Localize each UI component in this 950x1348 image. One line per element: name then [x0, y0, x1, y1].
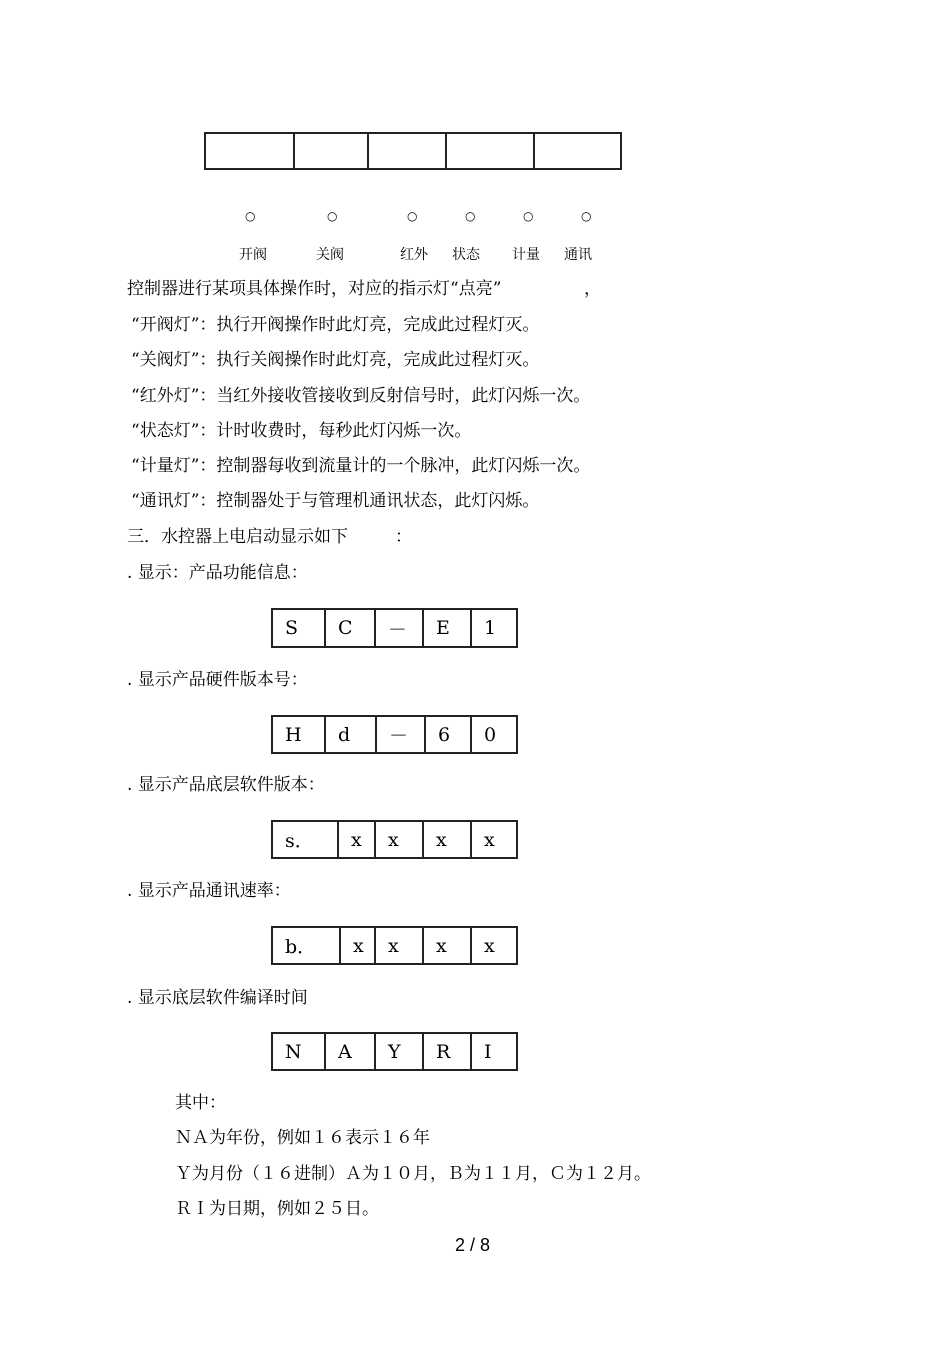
led-open-valve-icon: ○: [245, 209, 256, 223]
display-digit: Y: [376, 1034, 424, 1069]
display-digit: x: [484, 934, 495, 957]
indicator-frame-cell: [535, 134, 620, 168]
desc-infrared: “红外灯”：当红外接收管接收到反射信号时，此灯闪烁一次。: [131, 386, 591, 406]
display-digit: N: [273, 1034, 326, 1069]
indicator-frame-cell: [447, 134, 535, 168]
desc-comm: “通讯灯”：控制器处于与管理机通讯状态，此灯闪烁。: [131, 491, 540, 511]
indicator-frame-cell: [369, 134, 447, 168]
display-caption: . 显示产品硬件版本号：: [127, 670, 308, 690]
display-digit: 6: [426, 717, 472, 752]
display-caption: . 显示底层软件编译时间: [127, 988, 308, 1008]
desc-metering: “计量灯”：控制器每收到流量计的一个脉冲，此灯闪烁一次。: [131, 456, 591, 476]
display-digit: －: [377, 717, 426, 752]
display-caption: . 显示产品通讯速率：: [127, 881, 291, 901]
display-digits: [271, 1032, 518, 1071]
desc-open-valve: “开阀灯”：执行开阀操作时此灯亮，完成此过程灯灭。: [131, 315, 540, 335]
section-3-colon: ：: [395, 527, 412, 547]
display-digit: －: [376, 610, 424, 646]
display-caption: . 显示产品底层软件版本：: [127, 775, 325, 795]
note-day: ＲＩ为日期，例如２５日。: [175, 1199, 379, 1219]
led-infrared-icon: ○: [407, 209, 418, 223]
display-digit: C: [326, 610, 376, 646]
display-digit: d: [326, 717, 377, 752]
display-digit: 1: [484, 617, 497, 639]
display-digit: x: [424, 928, 472, 963]
intro-text: 控制器进行某项具体操作时，对应的指示灯“点亮”: [127, 279, 502, 299]
display-digit: I: [484, 1040, 492, 1063]
display-digit: b．: [273, 928, 341, 963]
display-digit: x: [424, 822, 472, 857]
indicator-frame-cell: [295, 134, 369, 168]
led-close-valve-icon: ○: [327, 209, 338, 223]
section-3-heading: 三．水控器上电启动显示如下: [127, 527, 348, 547]
display-digits: [271, 608, 518, 648]
notes-heading: 其中：: [175, 1093, 226, 1113]
indicator-frame-cell: [206, 134, 295, 168]
display-digit: x: [484, 828, 495, 851]
display-digits: [271, 820, 518, 859]
indicator-frame: [204, 132, 622, 170]
desc-close-valve: “关阀灯”：执行关阀操作时此灯亮，完成此过程灯灭。: [131, 350, 540, 370]
led-label-close-valve: 关阀: [316, 247, 344, 263]
display-digits: [271, 715, 518, 754]
led-label-status: 状态: [452, 247, 480, 263]
display-digit: S: [273, 610, 326, 646]
note-year: ＮＡ为年份，例如１６表示１６年: [175, 1128, 430, 1148]
display-digits: [271, 926, 518, 965]
display-digit: H: [273, 717, 326, 752]
led-label-comm: 通讯: [564, 247, 592, 263]
page-number: 2 / 8: [455, 1235, 491, 1255]
intro-comma: ，: [584, 279, 601, 299]
led-metering-icon: ○: [523, 209, 534, 223]
led-label-open-valve: 开阀: [239, 247, 267, 263]
display-digit: x: [376, 928, 424, 963]
display-digit: x: [339, 822, 376, 857]
desc-status: “状态灯”：计时收费时，每秒此灯闪烁一次。: [131, 421, 472, 441]
display-digit: x: [341, 928, 376, 963]
display-digit: E: [424, 610, 472, 646]
display-digit: A: [326, 1034, 376, 1069]
led-label-metering: 计量: [512, 247, 540, 263]
display-digit: x: [376, 822, 424, 857]
display-caption: . 显示：产品功能信息：: [127, 563, 308, 583]
display-digit: s．: [273, 822, 339, 857]
note-month: Ｙ为月份（１６进制）Ａ为１０月，Ｂ为１１月，Ｃ为１２月。: [175, 1164, 651, 1184]
led-comm-icon: ○: [581, 209, 592, 223]
display-digit: 0: [484, 723, 497, 746]
led-label-infrared: 红外: [400, 247, 428, 263]
led-status-icon: ○: [465, 209, 476, 223]
display-digit: R: [424, 1034, 472, 1069]
